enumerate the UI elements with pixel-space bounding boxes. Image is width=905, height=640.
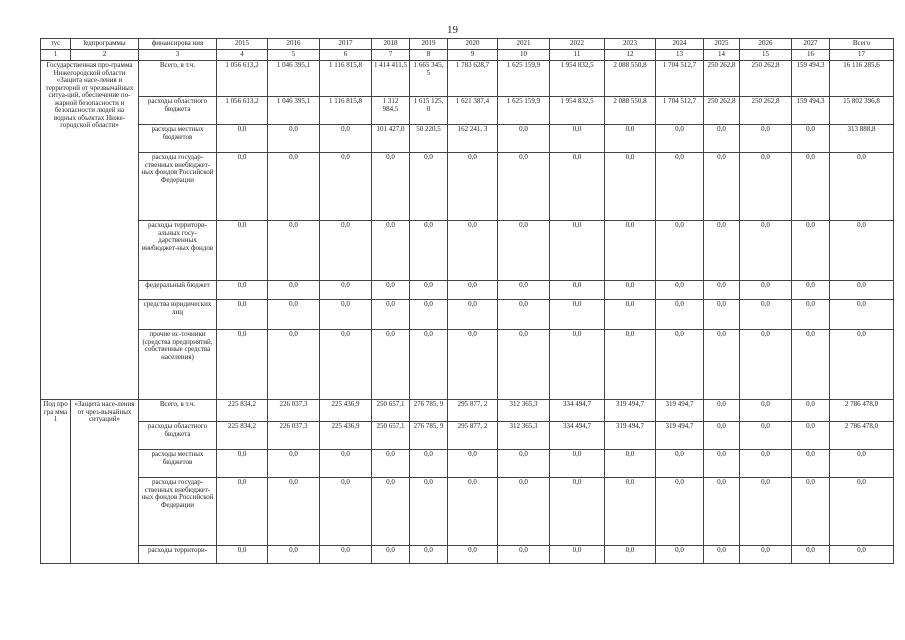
value-cell: 0,0 [830,450,894,478]
column-number-cell: 7 [372,50,410,61]
value-cell: 313 888,8 [830,125,894,153]
value-cell: 0,0 [550,478,605,546]
table-row [41,478,894,546]
funding-source-cell: расходы государ-ственных внебюджет-ных фондов Российской Федерации [139,153,217,221]
value-cell: 0,0 [372,153,410,221]
value-cell: 0,0 [740,400,792,422]
value-cell: 0,0 [656,546,704,564]
value-cell: 16 116 285,6 [830,61,894,97]
value-cell: 0,0 [268,450,320,478]
value-cell: 0,0 [656,478,704,546]
column-number-row [41,50,894,61]
value-cell: 0,0 [372,221,410,281]
value-cell: 0,0 [448,478,498,546]
value-cell: 1 615 125, 0 [410,97,448,125]
header-row [41,39,894,50]
value-cell: 312 365,3 [498,400,550,422]
value-cell: 0,0 [605,330,656,400]
value-cell: 0,0 [410,450,448,478]
value-cell: 0,0 [448,300,498,330]
value-cell: 226 037,3 [268,400,320,422]
table-row [41,125,894,153]
value-cell: 0,0 [498,546,550,564]
value-cell: 0,0 [704,330,740,400]
funding-source-cell: расходы областного бюджета [139,422,217,450]
value-cell: 0,0 [372,478,410,546]
value-cell: 159 494,3 [792,61,830,97]
column-number-cell: 2 [71,50,139,61]
header-cell: финансирова ния [139,39,217,50]
value-cell: 312 365,3 [498,422,550,450]
value-cell: 0,0 [448,330,498,400]
value-cell: 0,0 [830,153,894,221]
value-cell: 0,0 [656,330,704,400]
funding-source-cell: средства юридических лиц [139,300,217,330]
value-cell: 0,0 [656,281,704,300]
value-cell: 250 262,8 [704,61,740,97]
value-cell: 295 877, 2 [448,400,498,422]
column-number-cell: 16 [792,50,830,61]
table-row [41,546,894,564]
column-number-cell: 5 [268,50,320,61]
column-number-cell: 4 [217,50,268,61]
value-cell: 0,0 [410,300,448,330]
value-cell: 1 704 512,7 [656,97,704,125]
value-cell: 2 088 550,8 [605,61,656,97]
value-cell: 0,0 [740,330,792,400]
value-cell: 0,0 [320,330,372,400]
value-cell: 0,0 [605,153,656,221]
table-row [41,330,894,400]
header-cell: 2024 [656,39,704,50]
value-cell: 0,0 [550,125,605,153]
value-cell: 276 785, 9 [410,400,448,422]
value-cell: 0,0 [656,221,704,281]
value-cell: 0,0 [550,153,605,221]
column-number-cell: 17 [830,50,894,61]
value-cell: 0,0 [792,546,830,564]
value-cell: 225 834,2 [217,400,268,422]
value-cell: 0,0 [605,450,656,478]
value-cell: 0,0 [268,546,320,564]
value-cell: 0,0 [740,281,792,300]
value-cell: 0,0 [704,546,740,564]
value-cell: 0,0 [320,221,372,281]
value-cell: 1 312 984,5 [372,97,410,125]
value-cell: 0,0 [268,125,320,153]
value-cell: 0,0 [410,153,448,221]
funding-source-cell: расходы государ-ственных внебюджет-ных фондов Российской Федерации [139,478,217,546]
value-cell: 1 665 345, 5 [410,61,448,97]
value-cell: 0,0 [410,281,448,300]
funding-source-cell: федеральный бюджет [139,281,217,300]
value-cell: 0,0 [217,281,268,300]
value-cell: 2 786 478,0 [830,422,894,450]
value-cell: 0,0 [704,422,740,450]
table-row [41,153,894,221]
value-cell: 0,0 [740,221,792,281]
value-cell: 226 037,3 [268,422,320,450]
value-cell: 0,0 [792,330,830,400]
value-cell: 250 657,1 [372,422,410,450]
value-cell: 50 220,5 [410,125,448,153]
value-cell: 225 436,9 [320,422,372,450]
value-cell: 0,0 [550,450,605,478]
column-number-cell: 11 [550,50,605,61]
value-cell: 0,0 [550,300,605,330]
value-cell: 101 427,0 [372,125,410,153]
value-cell: 295 877, 2 [448,422,498,450]
page-number: 19 [447,24,458,36]
value-cell: 250 262,8 [740,61,792,97]
value-cell: 0,0 [372,546,410,564]
header-cell: 2017 [320,39,372,50]
value-cell: 0,0 [268,281,320,300]
value-cell: 0,0 [740,546,792,564]
value-cell: 0,0 [320,450,372,478]
value-cell: 0,0 [605,546,656,564]
table-body [41,39,894,564]
value-cell: 0,0 [217,478,268,546]
value-cell: 0,0 [498,478,550,546]
column-number-cell: 12 [605,50,656,61]
table-row [41,221,894,281]
value-cell: 225 436,9 [320,400,372,422]
value-cell: 0,0 [830,546,894,564]
value-cell: 0,0 [704,300,740,330]
value-cell: 1 116 815,8 [320,61,372,97]
header-cell: 2025 [704,39,740,50]
value-cell: 0,0 [656,450,704,478]
value-cell: 319 494,7 [605,400,656,422]
value-cell: 334 494,7 [550,422,605,450]
value-cell: 0,0 [320,478,372,546]
value-cell: 0,0 [605,281,656,300]
value-cell: 0,0 [320,153,372,221]
value-cell: 0,0 [550,546,605,564]
column-number-cell: 15 [740,50,792,61]
program-name-cell: Государственная про-грамма Нижегородской области «Защита насе-ления и территорий от чрезвычайных ситуа-ций, обеспечение по-жарной безопасности и безопасности людей на водных объектах Ниже-городской области» [41,61,139,400]
value-cell: 250 262,8 [704,97,740,125]
value-cell: 1 625 159,9 [498,61,550,97]
value-cell: 0,0 [704,125,740,153]
value-cell: 0,0 [792,478,830,546]
value-cell: 276 785, 9 [410,422,448,450]
value-cell: 0,0 [792,400,830,422]
value-cell: 0,0 [830,330,894,400]
value-cell: 0,0 [740,478,792,546]
program-name-cell: Под про гра мма 1 [41,400,71,564]
value-cell: 0,0 [704,221,740,281]
value-cell: 0,0 [268,478,320,546]
value-cell: 0,0 [498,125,550,153]
value-cell: 0,0 [217,153,268,221]
value-cell: 250 657,1 [372,400,410,422]
table-row [41,97,894,125]
value-cell: 1 621 387,4 [448,97,498,125]
value-cell: 15 802 396,8 [830,97,894,125]
value-cell: 0,0 [320,300,372,330]
value-cell: 0,0 [268,221,320,281]
value-cell: 0,0 [792,422,830,450]
value-cell: 0,0 [792,125,830,153]
funding-source-cell: расходы местных бюджетов [139,125,217,153]
value-cell: 0,0 [448,450,498,478]
funding-source-cell: расходы территори-альных госу-дарственных внебюджет-ных фондов [139,221,217,281]
value-cell: 0,0 [740,153,792,221]
header-cell: 2026 [740,39,792,50]
value-cell: 0,0 [217,300,268,330]
value-cell: 0,0 [410,330,448,400]
value-cell: 0,0 [498,330,550,400]
table-row [41,400,894,422]
column-number-cell: 13 [656,50,704,61]
value-cell: 0,0 [550,221,605,281]
header-cell: 2020 [448,39,498,50]
value-cell: 0,0 [792,221,830,281]
value-cell: 159 494,3 [792,97,830,125]
value-cell: 0,0 [740,300,792,330]
header-cell: 2027 [792,39,830,50]
value-cell: 0,0 [605,478,656,546]
value-cell: 0,0 [268,330,320,400]
value-cell: 0,0 [740,125,792,153]
value-cell: 0,0 [217,125,268,153]
header-cell: 2016 [268,39,320,50]
value-cell: 0,0 [372,300,410,330]
funding-source-cell: Всего, в т.ч. [139,400,217,422]
value-cell: 0,0 [498,281,550,300]
value-cell: 0,0 [217,330,268,400]
value-cell: 0,0 [792,153,830,221]
value-cell: 0,0 [704,400,740,422]
column-number-cell: 1 [41,50,71,61]
value-cell: 0,0 [605,125,656,153]
value-cell: 0,0 [792,450,830,478]
value-cell: 0,0 [605,221,656,281]
value-cell: 225 834,2 [217,422,268,450]
header-cell: 2018 [372,39,410,50]
funding-source-cell: расходы территори- [139,546,217,564]
value-cell: 0,0 [268,153,320,221]
value-cell: 0,0 [268,300,320,330]
value-cell: 334 494,7 [550,400,605,422]
financing-table [40,38,894,564]
column-number-cell: 14 [704,50,740,61]
table-row [41,61,894,97]
value-cell: 319 494,7 [656,400,704,422]
header-cell: lедпрограммы [71,39,139,50]
value-cell: 0,0 [830,221,894,281]
value-cell: 1 954 832,5 [550,61,605,97]
value-cell: 2 786 478,0 [830,400,894,422]
table-row [41,281,894,300]
value-cell: 1 056 613,2 [217,61,268,97]
value-cell: 0,0 [410,478,448,546]
value-cell: 0,0 [410,221,448,281]
value-cell: 1 783 628,7 [448,61,498,97]
value-cell: 0,0 [448,221,498,281]
value-cell: 250 262,8 [740,97,792,125]
value-cell: 0,0 [498,450,550,478]
value-cell: 0,0 [372,450,410,478]
value-cell: 0,0 [656,300,704,330]
header-cell: тус [41,39,71,50]
value-cell: 1 056 613,2 [217,97,268,125]
funding-source-cell: расходы местных бюджетов [139,450,217,478]
value-cell: 0,0 [217,221,268,281]
column-number-cell: 10 [498,50,550,61]
value-cell: 0,0 [830,300,894,330]
funding-source-cell: Всего, в т.ч. [139,61,217,97]
value-cell: 0,0 [217,450,268,478]
subprogram-name-cell: «Защита насе-ления от чрез-вычайных ситуаций» [71,400,139,564]
value-cell: 0,0 [740,422,792,450]
value-cell: 1 046 395,1 [268,97,320,125]
value-cell: 0,0 [448,153,498,221]
value-cell: 0,0 [498,221,550,281]
table-row [41,450,894,478]
value-cell: 0,0 [320,125,372,153]
table-row [41,300,894,330]
value-cell: 0,0 [792,281,830,300]
value-cell: 1 116 815,8 [320,97,372,125]
header-cell: 2015 [217,39,268,50]
header-cell: 2022 [550,39,605,50]
header-cell: 2021 [498,39,550,50]
funding-source-cell: расходы областного бюджета [139,97,217,125]
value-cell: 1 046 395,1 [268,61,320,97]
value-cell: 319 494,7 [656,422,704,450]
value-cell: 0,0 [656,153,704,221]
column-number-cell: 8 [410,50,448,61]
header-cell: Всего [830,39,894,50]
value-cell: 0,0 [740,450,792,478]
value-cell: 0,0 [830,281,894,300]
value-cell: 0,0 [372,330,410,400]
value-cell: 0,0 [792,300,830,330]
column-number-cell: 9 [448,50,498,61]
value-cell: 0,0 [448,281,498,300]
value-cell: 1 625 159,9 [498,97,550,125]
value-cell: 0,0 [830,478,894,546]
value-cell: 0,0 [320,281,372,300]
value-cell: 0,0 [410,546,448,564]
value-cell: 1 954 832,5 [550,97,605,125]
header-cell: 2023 [605,39,656,50]
column-number-cell: 3 [139,50,217,61]
value-cell: 0,0 [372,281,410,300]
value-cell: 0,0 [550,281,605,300]
value-cell: 0,0 [550,330,605,400]
value-cell: 0,0 [498,153,550,221]
table-row [41,422,894,450]
value-cell: 0,0 [320,546,372,564]
value-cell: 319 494,7 [605,422,656,450]
value-cell: 0,0 [704,281,740,300]
value-cell: 0,0 [448,546,498,564]
value-cell: 0,0 [605,300,656,330]
value-cell: 1 704 512,7 [656,61,704,97]
funding-source-cell: прочие ис-точники (средства предприятий, собственные средства населения) [139,330,217,400]
value-cell: 2 088 550,8 [605,97,656,125]
value-cell: 0,0 [704,153,740,221]
column-number-cell: 6 [320,50,372,61]
header-cell: 2019 [410,39,448,50]
value-cell: 0,0 [217,546,268,564]
value-cell: 0,0 [704,478,740,546]
value-cell: 0,0 [704,450,740,478]
value-cell: 162 241, 3 [448,125,498,153]
value-cell: 0,0 [656,125,704,153]
value-cell: 1 414 411,5 [372,61,410,97]
value-cell: 0,0 [498,300,550,330]
